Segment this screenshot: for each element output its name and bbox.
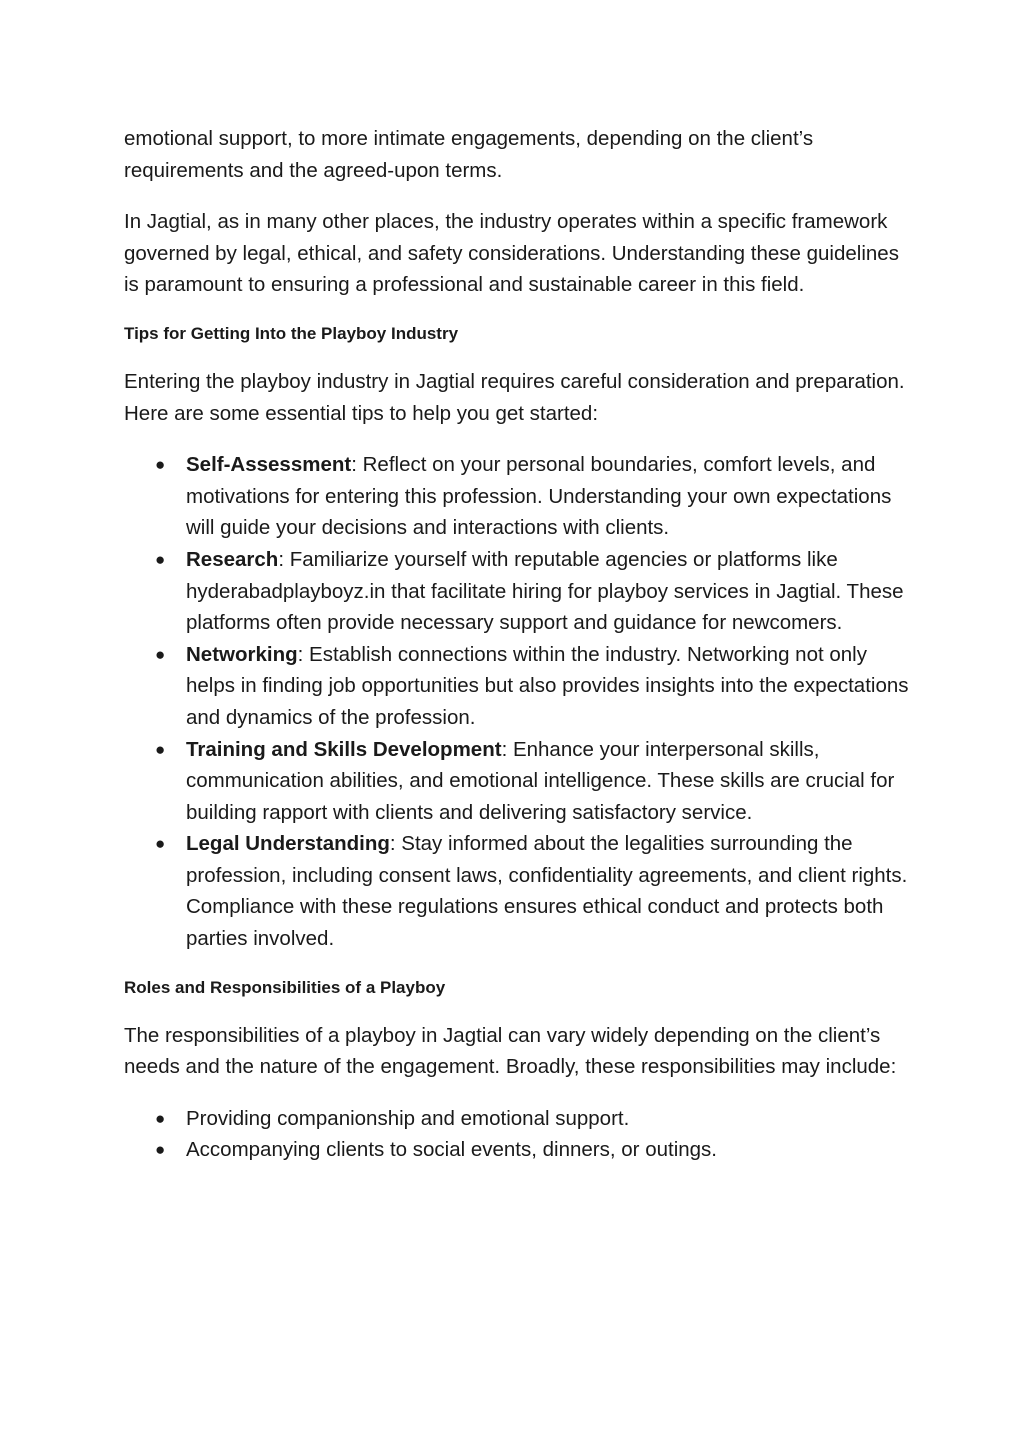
heading-tips: Tips for Getting Into the Playboy Industry <box>124 323 459 343</box>
list-item-networking <box>124 639 914 734</box>
bullet-icon: ● <box>155 644 166 664</box>
list-item-term: Legal Understanding <box>186 832 390 856</box>
list-item-legal <box>124 828 914 954</box>
tips-list <box>124 449 914 955</box>
list-item-text: : Reflect on your personal boundaries, comfort levels, and motivations for entering this profession. Understanding your own expectations will guide your decisions and interactions with clients. <box>186 453 892 540</box>
list-item-text: : Enhance your interpersonal skills, communication abilities, and emotional intelligence. These skills are crucial for building rapport with clients and delivering satisfactory service. <box>186 737 895 824</box>
heading-roles: Roles and Responsibilities of a Playboy <box>124 977 446 997</box>
list-item-role <box>124 1103 914 1135</box>
list-item-term: Research <box>186 547 279 571</box>
list-item-training <box>124 734 914 829</box>
bullet-icon: ● <box>155 549 166 569</box>
bullet-icon: ● <box>155 455 166 475</box>
list-item-term: Self-Assessment <box>186 453 352 477</box>
paragraph-intro-tail: emotional support, to more intimate engagements, depending on the client’s requirements and the agreed-upon terms. <box>124 127 814 182</box>
paragraph-framework: In Jagtial, as in many other places, the industry operates within a specific framework governed by legal, ethical, and safety considerations. Understanding these guidelines is paramount to ensuring a professional and sustainable career in this field. <box>124 210 899 297</box>
bullet-icon: ● <box>155 834 166 854</box>
list-item-term: Networking <box>186 642 298 666</box>
document-page <box>124 123 914 1166</box>
list-item-research <box>124 544 914 639</box>
list-item-text: Providing companionship and emotional support. <box>186 1106 630 1130</box>
bullet-icon: ● <box>155 739 166 759</box>
paragraph-tips-intro: Entering the playboy industry in Jagtial requires careful consideration and preparation. Here are some essential tips to help you get started: <box>124 369 905 425</box>
list-item-text: Accompanying clients to social events, dinners, or outings. <box>186 1138 717 1162</box>
list-item-term: Training and Skills Development <box>186 737 502 761</box>
bullet-icon: ● <box>155 1108 166 1128</box>
list-item-text: : Stay informed about the legalities surrounding the profession, including consent laws, confidentiality agreements, and client rights. Compliance with these regulations ensures ethical conduct and protects both parties involved. <box>186 832 908 951</box>
list-item-text: : Establish connections within the industry. Networking not only helps in finding job opportunities but also provides insights into the expectations and dynamics of the profession. <box>186 642 909 729</box>
paragraph-roles-intro: The responsibilities of a playboy in Jagtial can vary widely depending on the client’s needs and the nature of the engagement. Broadly, these responsibilities may include: <box>124 1023 897 1079</box>
list-item-text: : Familiarize yourself with reputable agencies or platforms like hyderabadplayboyz.in that facilitate hiring for playboy services in Jagtial. These platforms often provide necessary support and guidance for newcomers. <box>186 547 904 635</box>
list-item-self-assessment <box>124 449 914 544</box>
list-item-role <box>124 1134 914 1166</box>
roles-list <box>124 1103 914 1166</box>
bullet-icon: ● <box>155 1140 166 1160</box>
